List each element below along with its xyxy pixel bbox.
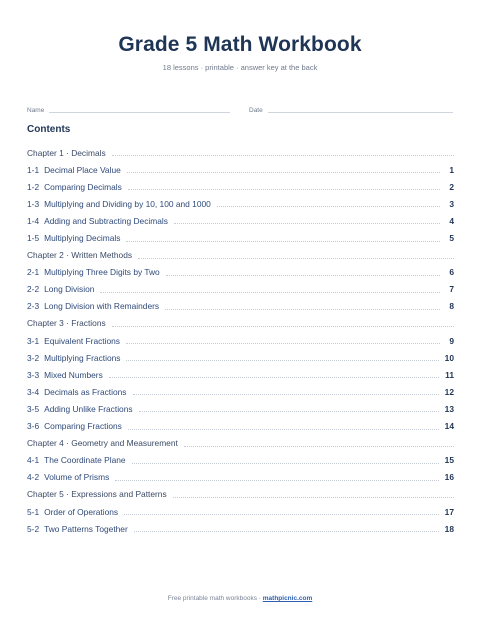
- lesson-title: Multiplying Fractions: [44, 352, 121, 363]
- dot-leader: [124, 514, 439, 515]
- dot-leader: [134, 531, 439, 532]
- name-line[interactable]: [49, 112, 230, 113]
- toc-lesson-row[interactable]: [27, 349, 454, 366]
- dot-leader: [165, 309, 440, 310]
- lesson-title: Decimals as Fractions: [44, 386, 127, 397]
- lesson-label: [27, 455, 126, 465]
- lesson-number: 3-6: [27, 421, 40, 432]
- dot-leader: [128, 429, 439, 430]
- lesson-number: 3-3: [27, 369, 40, 380]
- dot-leader: [217, 206, 440, 207]
- footer: [0, 595, 480, 602]
- toc-lesson-row[interactable]: [27, 469, 454, 486]
- chapter-label: Chapter 4 · Geometry and Measurement: [27, 438, 178, 449]
- toc-lesson-row[interactable]: [27, 400, 454, 417]
- dot-leader: [166, 275, 440, 276]
- dot-leader: [112, 155, 454, 156]
- toc-lesson-row[interactable]: [27, 452, 454, 469]
- page-title: Grade 5 Math Workbook: [118, 33, 362, 56]
- lesson-title: Multiplying Three Digits by Two: [44, 267, 160, 278]
- chapter-heading[interactable]: [27, 247, 454, 264]
- lesson-label: [27, 387, 127, 397]
- page-number: 9: [449, 335, 454, 346]
- lesson-number: 3-1: [27, 335, 40, 346]
- dot-leader: [112, 326, 454, 327]
- lesson-label: [27, 370, 103, 380]
- toc-lesson-row[interactable]: [27, 264, 454, 281]
- lesson-label: [27, 233, 120, 243]
- lesson-number: 3-5: [27, 403, 40, 414]
- dot-leader: [132, 463, 439, 464]
- toc-lesson-row[interactable]: [27, 212, 454, 229]
- lesson-title: Long Division with Remainders: [44, 301, 160, 312]
- dot-leader: [173, 497, 454, 498]
- toc-lesson-row[interactable]: [27, 178, 454, 195]
- footer-link[interactable]: mathpicnic.com: [262, 595, 313, 602]
- lesson-label: [27, 507, 118, 517]
- lesson-title: Order of Operations: [44, 506, 119, 517]
- toc-lesson-row[interactable]: [27, 298, 454, 315]
- dot-leader: [115, 480, 438, 481]
- dot-leader: [126, 360, 438, 361]
- lesson-title: Two Patterns Together: [44, 523, 128, 534]
- chapter-heading[interactable]: [27, 435, 454, 452]
- toc-lesson-row[interactable]: [27, 195, 454, 212]
- chapter-label: Chapter 2 · Written Methods: [27, 250, 133, 261]
- lesson-label: [27, 199, 211, 209]
- chapter-heading[interactable]: [27, 486, 454, 503]
- lesson-title: Comparing Fractions: [44, 421, 122, 432]
- lesson-title: Multiplying and Dividing by 10, 100 and 1000: [44, 198, 211, 209]
- lesson-title: Decimal Place Value: [44, 164, 121, 175]
- page-number: 8: [449, 301, 454, 312]
- lesson-number: 3-2: [27, 352, 40, 363]
- lesson-number: 1-3: [27, 198, 40, 209]
- lesson-label: [27, 421, 122, 431]
- page-number: 5: [449, 233, 454, 244]
- page-number: 2: [449, 181, 454, 192]
- dot-leader: [126, 241, 440, 242]
- toc-lesson-row[interactable]: [27, 383, 454, 400]
- lesson-number: 1-5: [27, 233, 40, 244]
- table-of-contents: [27, 144, 454, 537]
- page-number: 13: [444, 403, 454, 414]
- page-number: 16: [444, 472, 454, 483]
- lesson-label: [27, 336, 120, 346]
- page-number: 7: [449, 284, 454, 295]
- toc-lesson-row[interactable]: [27, 503, 454, 520]
- toc-lesson-row[interactable]: [27, 161, 454, 178]
- lesson-number: 3-4: [27, 386, 40, 397]
- toc-lesson-row[interactable]: [27, 332, 454, 349]
- date-field[interactable]: [249, 105, 453, 115]
- lesson-label: [27, 267, 160, 277]
- toc-lesson-row[interactable]: [27, 281, 454, 298]
- lesson-number: 5-2: [27, 523, 40, 534]
- lesson-title: Mixed Numbers: [44, 369, 103, 380]
- page-number: 12: [444, 386, 454, 397]
- dot-leader: [128, 189, 440, 190]
- page-subtitle: 18 lessons · printable · answer key at the back: [162, 63, 318, 72]
- page-number: 17: [444, 506, 454, 517]
- lesson-number: 2-2: [27, 284, 40, 295]
- date-label: Date: [249, 107, 263, 114]
- footer-text: Free printable math workbooks ·: [167, 595, 263, 602]
- lesson-number: 5-1: [27, 506, 40, 517]
- contents-heading: Contents: [27, 124, 71, 135]
- chapter-label: Chapter 5 · Expressions and Patterns: [27, 489, 167, 500]
- page-number: 6: [449, 267, 454, 278]
- lesson-number: 1-4: [27, 215, 40, 226]
- dot-leader: [174, 223, 440, 224]
- name-field[interactable]: [27, 105, 230, 115]
- page-number: 3: [449, 198, 454, 209]
- dot-leader: [184, 446, 454, 447]
- page-number: 15: [444, 455, 454, 466]
- lesson-label: [27, 301, 159, 311]
- lesson-number: 1-2: [27, 181, 40, 192]
- lesson-label: [27, 182, 122, 192]
- lesson-label: [27, 284, 94, 294]
- lesson-label: [27, 216, 168, 226]
- lesson-label: [27, 524, 128, 534]
- page-number: 14: [444, 421, 454, 432]
- chapter-heading[interactable]: [27, 315, 454, 332]
- lesson-label: [27, 404, 133, 414]
- lesson-title: Equivalent Fractions: [44, 335, 120, 346]
- lesson-title: The Coordinate Plane: [44, 455, 126, 466]
- lesson-number: 4-1: [27, 455, 40, 466]
- chapter-heading[interactable]: [27, 144, 454, 161]
- dot-leader: [139, 411, 439, 412]
- page-number: 4: [449, 215, 454, 226]
- lesson-title: Comparing Decimals: [44, 181, 122, 192]
- lesson-number: 2-3: [27, 301, 40, 312]
- lesson-title: Adding Unlike Fractions: [44, 403, 133, 414]
- name-label: Name: [27, 107, 45, 114]
- lesson-label: [27, 165, 121, 175]
- lesson-number: 2-1: [27, 267, 40, 278]
- toc-lesson-row[interactable]: [27, 229, 454, 246]
- chapter-label: Chapter 1 · Decimals: [27, 147, 106, 158]
- chapter-label: Chapter 3 · Fractions: [27, 318, 106, 329]
- date-line[interactable]: [268, 112, 453, 113]
- lesson-number: 4-2: [27, 472, 40, 483]
- lesson-label: [27, 472, 109, 482]
- lesson-title: Multiplying Decimals: [44, 233, 121, 244]
- dot-leader: [126, 343, 440, 344]
- dot-leader: [138, 258, 454, 259]
- toc-lesson-row[interactable]: [27, 520, 454, 537]
- dot-leader: [127, 172, 440, 173]
- toc-lesson-row[interactable]: [27, 366, 454, 383]
- page-number: 1: [449, 164, 454, 175]
- dot-leader: [100, 292, 440, 293]
- page-number: 18: [444, 523, 454, 534]
- lesson-label: [27, 353, 120, 363]
- lesson-number: 1-1: [27, 164, 40, 175]
- page-number: 10: [444, 352, 454, 363]
- toc-lesson-row[interactable]: [27, 418, 454, 435]
- lesson-title: Volume of Prisms: [44, 472, 110, 483]
- page-number: 11: [445, 369, 454, 380]
- lesson-title: Long Division: [44, 284, 95, 295]
- dot-leader: [133, 394, 439, 395]
- dot-leader: [109, 377, 439, 378]
- lesson-title: Adding and Subtracting Decimals: [44, 215, 168, 226]
